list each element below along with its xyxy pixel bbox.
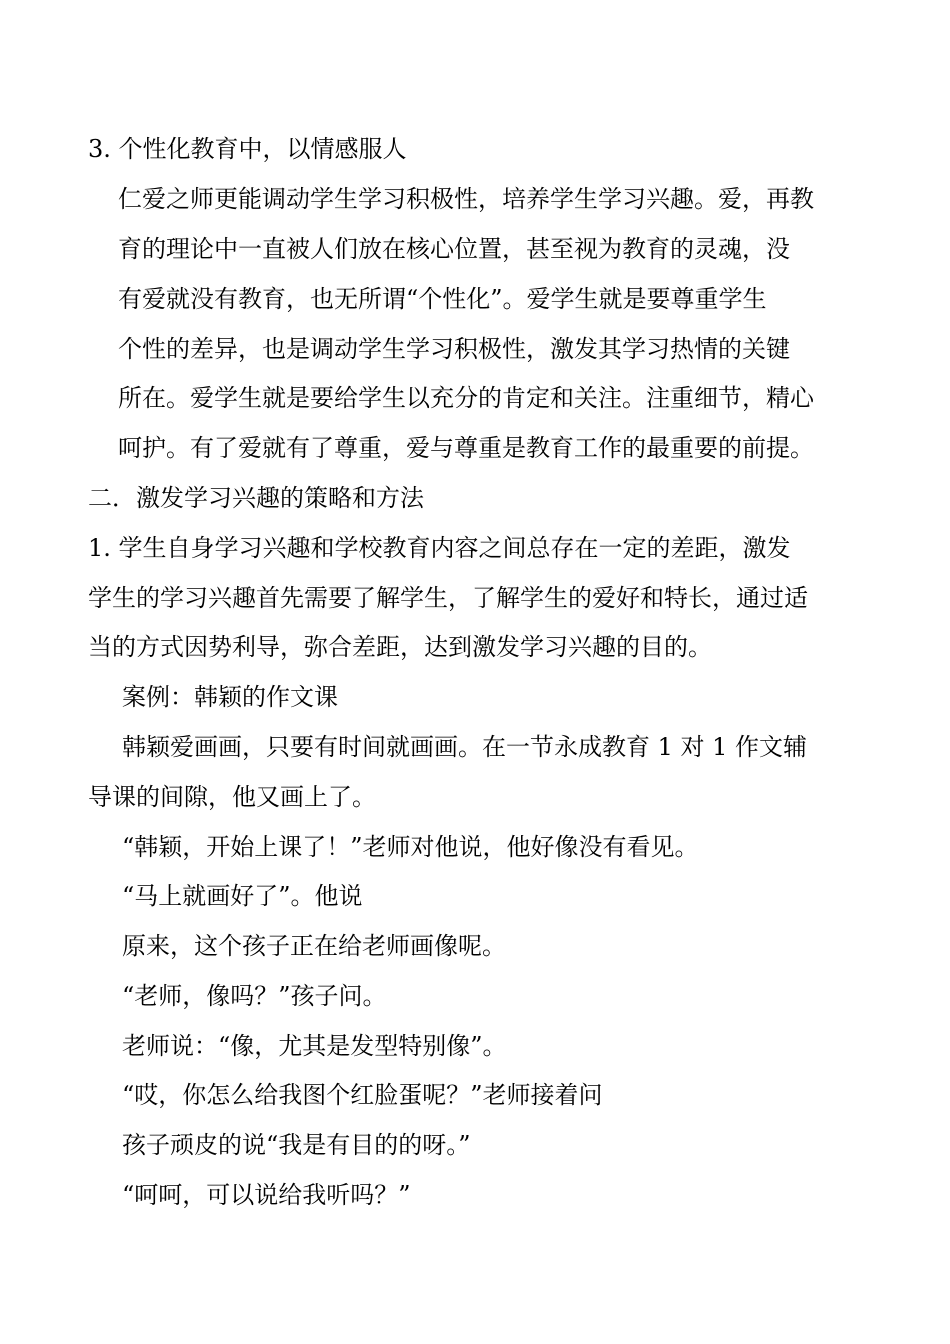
dialogue-line: “呵呵，可以说给我听吗？” (122, 1181, 411, 1209)
item-1-line: 1. 学生自身学习兴趣和学校教育内容之间总存在一定的差距，激发 (88, 534, 791, 562)
paragraph-line: 仁爱之师更能调动学生学习积极性，培养学生学习兴趣。爱，再教 (118, 185, 814, 213)
item-1-line: 学生的学习兴趣首先需要了解学生，了解学生的爱好和特长，通过适 (88, 584, 808, 612)
case-title: 案例：韩颖的作文课 (122, 683, 338, 711)
case-intro-line: 韩颖爱画画，只要有时间就画画。在一节永成教育 1 对 1 作文辅 (122, 733, 808, 761)
dialogue-line: 原来，这个孩子正在给老师画像呢。 (122, 932, 506, 960)
paragraph-line: 呵护。有了爱就有了尊重，爱与尊重是教育工作的最重要的前提。 (118, 434, 814, 462)
dialogue-line: 孩子顽皮的说“我是有目的的呀。” (122, 1131, 471, 1159)
section-3-heading: 3. 个性化教育中，以情感服人 (88, 135, 407, 163)
item-1-line: 当的方式因势利导，弥合差距，达到激发学习兴趣的目的。 (88, 633, 712, 661)
dialogue-line: “老师，像吗？”孩子问。 (122, 982, 387, 1010)
dialogue-line: 老师说：“像，尤其是发型特别像”。 (122, 1032, 507, 1060)
dialogue-line: “韩颖，开始上课了！”老师对他说，他好像没有看见。 (122, 833, 699, 861)
dialogue-line: “哎，你怎么给我图个红脸蛋呢？”老师接着问 (122, 1081, 603, 1109)
paragraph-line: 有爱就没有教育，也无所谓“个性化”。爱学生就是要尊重学生 (118, 285, 767, 313)
case-intro-line: 导课的间隙，他又画上了。 (88, 783, 376, 811)
dialogue-line: “马上就画好了”。他说 (122, 882, 363, 910)
section-two-heading: 二．激发学习兴趣的策略和方法 (88, 484, 424, 512)
paragraph-line: 育的理论中一直被人们放在核心位置，甚至视为教育的灵魂，没 (118, 235, 790, 263)
paragraph-line: 所在。爱学生就是要给学生以充分的肯定和关注。注重细节，精心 (118, 384, 814, 412)
paragraph-line: 个性的差异，也是调动学生学习积极性，激发其学习热情的关键 (118, 335, 790, 363)
